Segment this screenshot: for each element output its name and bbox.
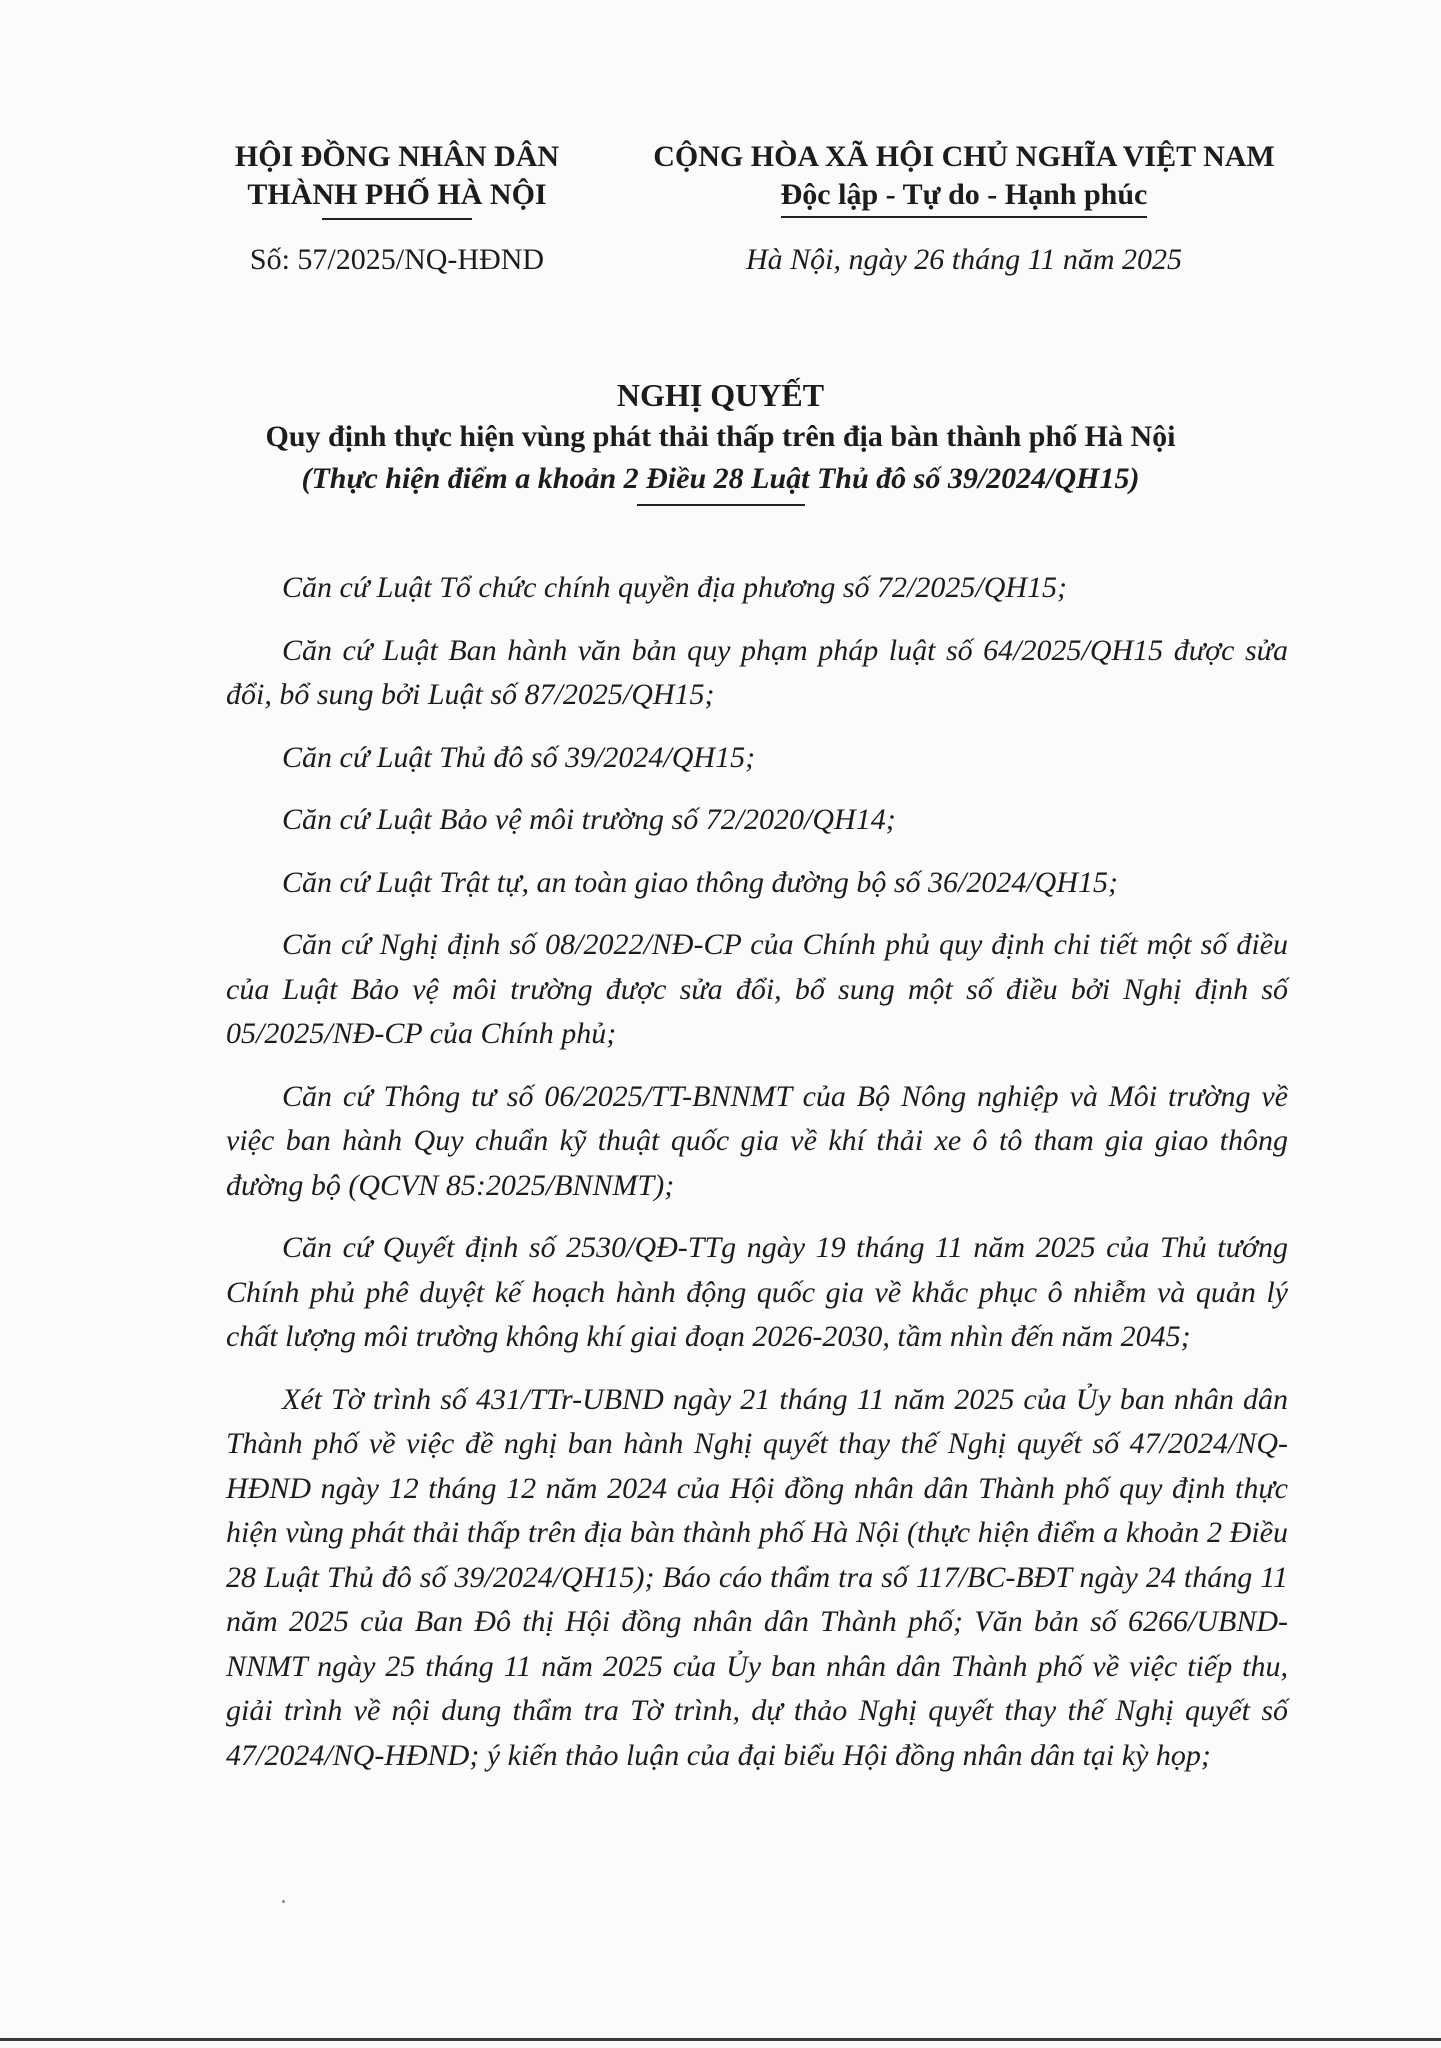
national-motto: Độc lập - Tự do - Hạnh phúc bbox=[781, 176, 1148, 218]
preamble bbox=[226, 566, 1288, 1796]
scan-speck bbox=[282, 1900, 285, 1903]
document-header bbox=[0, 138, 1441, 288]
legal-basis-paragraph: Căn cứ Luật Bảo vệ môi trường số 72/2020/QH14; bbox=[282, 803, 896, 836]
authority-line-2: THÀNH PHỐ HÀ NỘI bbox=[247, 178, 547, 211]
issuing-authority bbox=[222, 138, 572, 276]
document-type: NGHỊ QUYẾT bbox=[616, 377, 825, 413]
legal-basis-paragraph: Căn cứ Luật Ban hành văn bản quy phạm pháp luật số 64/2025/QH15 được sửa đổi, bổ sung bởi Luật số 87/2025/QH15; bbox=[226, 633, 1288, 711]
scan-edge-line bbox=[0, 2038, 1441, 2041]
authority-line-1: HỘI ĐỒNG NHÂN DÂN bbox=[234, 140, 560, 173]
legal-basis-paragraph: Căn cứ Nghị định số 08/2022/NĐ-CP của Chính phủ quy định chi tiết một số điều của Luật Bảo vệ môi trường được sửa đổi, bổ sung một số điều bởi Nghị định số 05/2025/NĐ-CP của Chính phủ; bbox=[226, 928, 1288, 1050]
consideration-paragraph: Xét Tờ trình số 431/TTr-UBND ngày 21 tháng 11 năm 2025 của Ủy ban nhân dân Thành phố về việc đề nghị ban hành Nghị quyết thay thế Nghị quyết số 47/2024/NQ-HĐND ngày 12 tháng 12 năm 2024 của Hội đồng nhân dân Thành phố quy định thực hiện vùng phát thải thấp trên địa bàn thành phố Hà Nội (thực hiện điểm a khoản 2 Điều 28 Luật Thủ đô số 39/2024/QH15); Báo cáo thẩm tra số 117/BC-BĐT ngày 24 tháng 11 năm 2025 của Ban Đô thị Hội đồng nhân dân Thành phố; Văn bản số 6266/UBND-NNMT ngày 25 tháng 11 năm 2025 của Ủy ban nhân dân Thành phố về việc tiếp thu, giải trình về nội dung thẩm tra Tờ trình, dự thảo Nghị quyết thay thế Nghị quyết số 47/2024/NQ-HĐND; ý kiến thảo luận của đại biểu Hội đồng nhân dân tại kỳ họp; bbox=[226, 1382, 1288, 1772]
country-name: CỘNG HÒA XÃ HỘI CHỦ NGHĨA VIỆT NAM bbox=[653, 140, 1275, 173]
document-number: Số: 57/2025/NQ-HĐND bbox=[249, 243, 545, 276]
document-basis-note: (Thực hiện điểm a khoản 2 Điều 28 Luật Thủ đô số 39/2024/QH15) bbox=[301, 462, 1140, 495]
legal-basis-paragraph: Căn cứ Quyết định số 2530/QĐ-TTg ngày 19 tháng 11 năm 2025 của Thủ tướng Chính phủ phê duyệt kế hoạch hành động quốc gia về khắc phục ô nhiễm và quản lý chất lượng môi trường không khí giai đoạn 2026-2030, tầm nhìn đến năm 2045; bbox=[226, 1231, 1288, 1353]
document-subject: Quy định thực hiện vùng phát thải thấp trên địa bàn thành phố Hà Nội bbox=[265, 420, 1176, 453]
authority-underline bbox=[322, 218, 472, 220]
title-block bbox=[0, 374, 1441, 506]
title-underline bbox=[637, 504, 805, 506]
legal-basis-paragraph: Căn cứ Luật Thủ đô số 39/2024/QH15; bbox=[282, 740, 756, 774]
legal-basis-paragraph: Căn cứ Luật Trật tự, an toàn giao thông đường bộ số 36/2024/QH15; bbox=[282, 865, 1118, 899]
legal-basis-paragraph: Căn cứ Luật Tổ chức chính quyền địa phương số 72/2025/QH15; bbox=[282, 571, 1068, 604]
legal-basis-paragraph: Căn cứ Thông tư số 06/2025/TT-BNNMT của Bộ Nông nghiệp và Môi trường về việc ban hành Quy chuẩn kỹ thuật quốc gia về khí thải xe ô tô tham gia giao thông đường bộ (QCVN 85:2025/BNNMT); bbox=[226, 1079, 1288, 1202]
national-heading bbox=[626, 138, 1302, 276]
document-date: Hà Nội, ngày 26 tháng 11 năm 2025 bbox=[745, 243, 1183, 276]
